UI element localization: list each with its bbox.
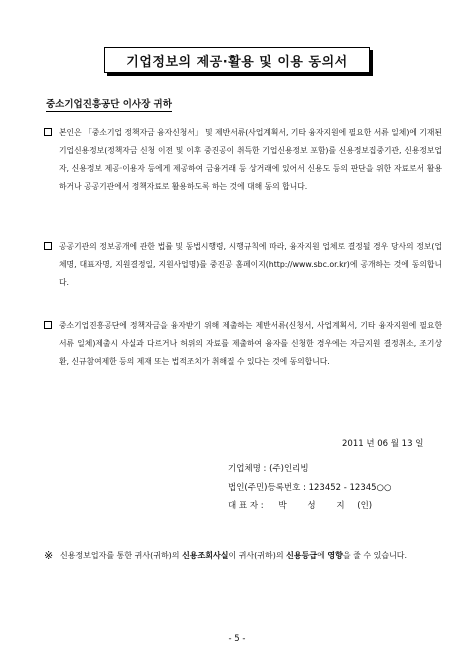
representative-name: 박 성 지 <box>278 501 347 511</box>
clause-text: 본인은 「중소기업 정책자금 융자신청서」 및 제반서류(사업계획서, 기타 융자지원에 필요한 서류 일체)에 기재된 기업신용정보(정책자금 신청 이전 및 이후 중진공이 취득한 기업신용정보 포함)를 신용정보집중기관, 신용정보업자, 신용정보 제공·이용자 등에게 제공하여 금융거래 등 상거래에 있어서 신용도 등의 판단을 위한 자료로서 활용하거나 공공기관에서 정책자료로 활용하도록 하는 것에 대해 동의 합니다. <box>59 128 442 191</box>
page-number: - 5 - <box>228 634 246 644</box>
clause-text: 중소기업진흥공단에 정책자금을 융자받기 위해 제출하는 제반서류(신청서, 사업계획서, 기타 융자지원에 필요한 서류 일체)제출시 사실과 다르거나 허위의 자료를 제출하여 융자를 신청한 경우에는 자금지원 결정취소, 조기상환, 신규참여제한 등의 제재 또는 법적조치가 취해질 수 있다는 것에 동의합니다. <box>59 321 442 366</box>
checkbox[interactable] <box>44 128 52 136</box>
reference-mark-icon: ※ <box>44 549 54 562</box>
representative-label: 대 표 자 : <box>228 501 264 511</box>
seal-mark: (인) <box>357 501 373 511</box>
consent-clause-1 <box>44 124 442 196</box>
document-title: 기업정보의 제공·활용 및 이용 동의서 <box>104 47 370 73</box>
notice <box>44 547 446 565</box>
date: 2011 년 06 월 13 일 <box>342 439 424 449</box>
company-name: 기업체명 : (주)인리빙 <box>228 464 309 474</box>
checkbox[interactable] <box>44 242 52 250</box>
consent-clause-3 <box>44 317 442 371</box>
clause-text: 공공기관의 정보공개에 관한 법률 및 동법시행령, 시행규칙에 따라, 융자지원 업체로 결정될 경우 당사의 정보(업체명, 대표자명, 지원결정일, 지원사업명)를 중진공 홈페이지(http://www.sbc.or.kr)에 공개하는 것에 동의합니다. <box>59 242 442 287</box>
checkbox[interactable] <box>44 321 52 329</box>
consent-clause-2 <box>44 238 442 292</box>
addressee: 중소기업진흥공단 이사장 귀하 <box>46 96 172 112</box>
representative <box>228 499 448 511</box>
registration-number: 법인(주민)등록번호 : 123452 - 12345○○ <box>228 483 392 493</box>
notice-text: 신용정보업자를 통한 귀사(귀하)의 신용조회사실이 귀사(귀하)의 신용등급에 영향을 줄 수 있습니다. <box>60 551 408 560</box>
